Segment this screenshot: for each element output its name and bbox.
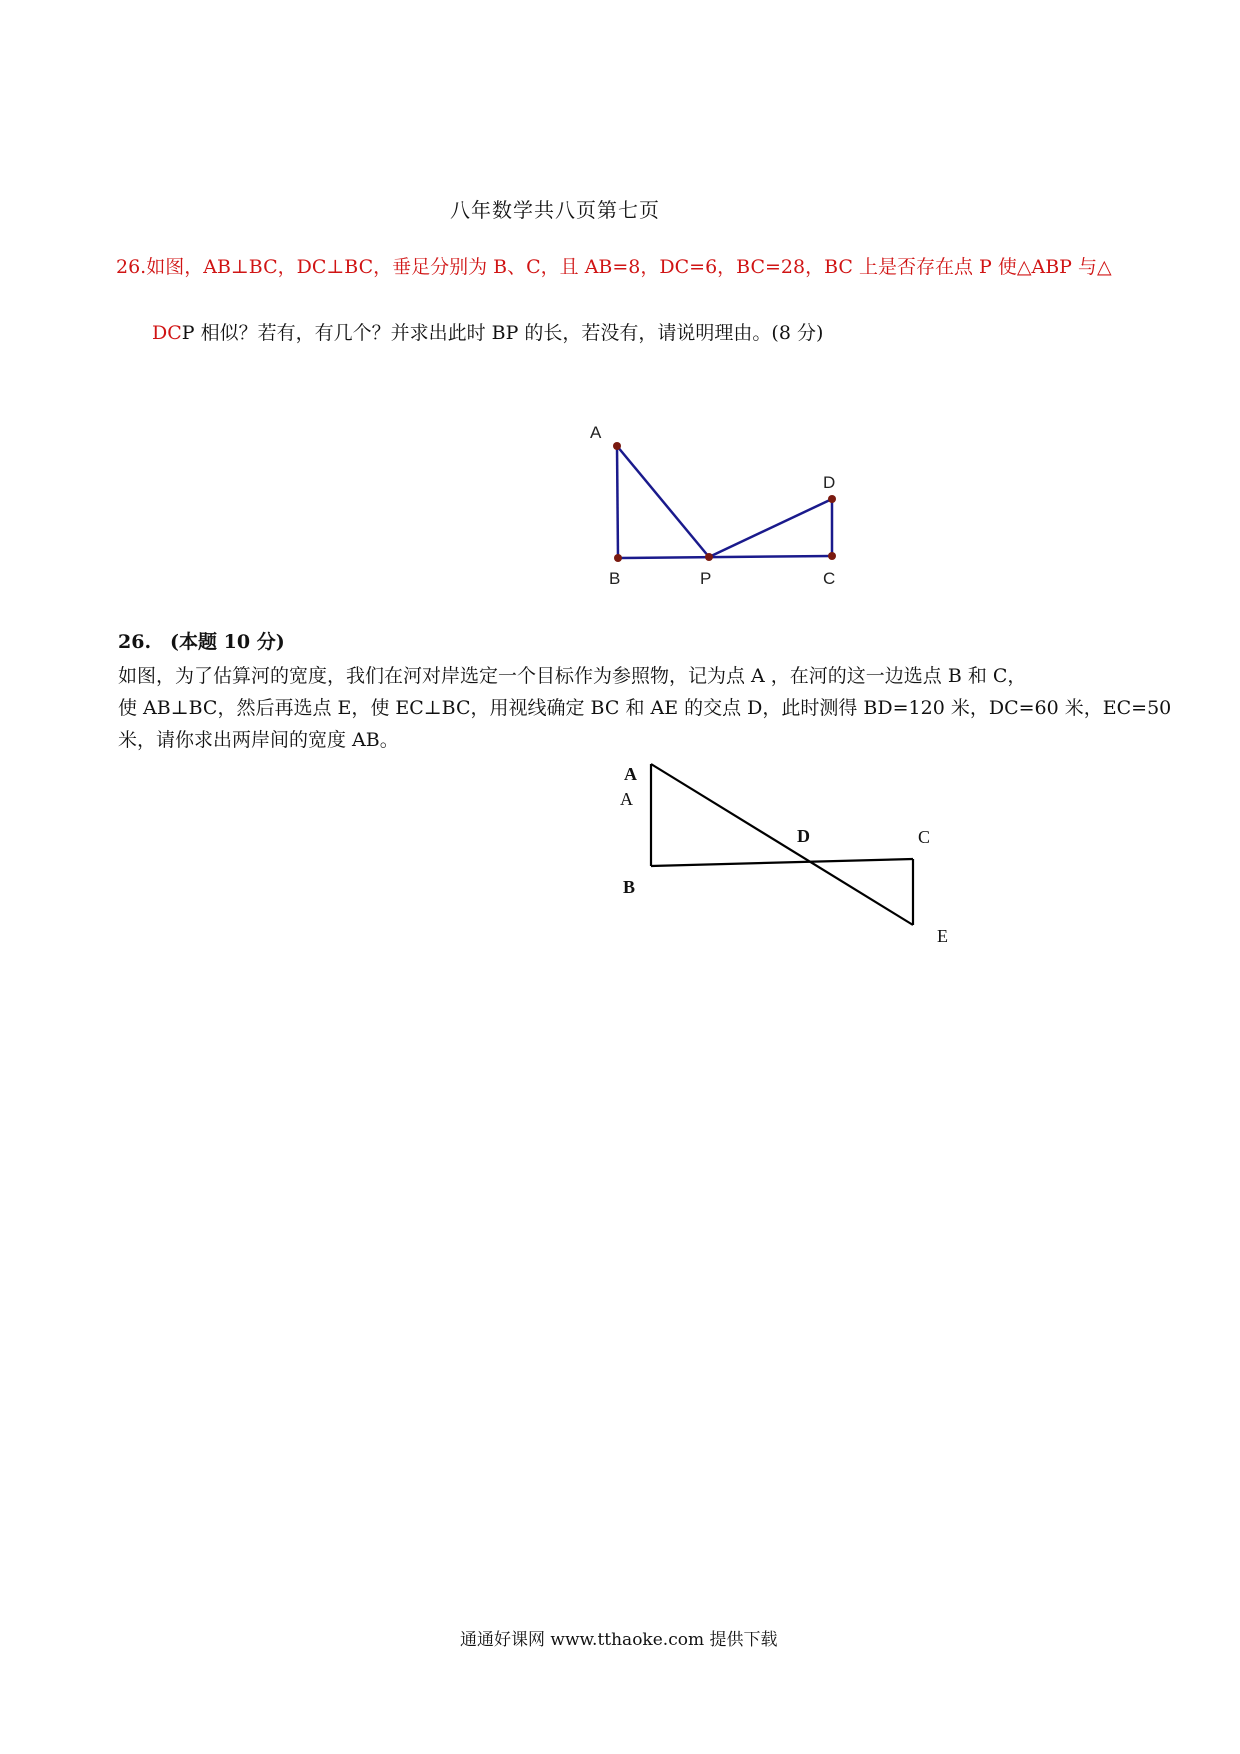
- label-e: E: [937, 926, 948, 946]
- page-header: 八年数学共八页第七页: [450, 198, 660, 222]
- label-a: A: [624, 764, 637, 784]
- label-b: B: [623, 877, 636, 897]
- question1-line2-rest: P 相似？若有，有几个？并求出此时 BP 的长，若没有，请说明理由。(8 分): [181, 322, 824, 344]
- label-p: P: [700, 569, 712, 588]
- question1-line2-red: DC: [152, 322, 182, 344]
- label-a-duplicate: A: [620, 789, 633, 809]
- label-c: C: [823, 569, 836, 588]
- question2-line: 使 AB⊥BC，然后再选点 E，使 EC⊥BC，用视线确定 BC 和 AE 的交点 D，此时测得 BD=120 米，DC=60 米，EC=50: [118, 697, 1172, 719]
- label-b: B: [609, 569, 621, 588]
- question2-title: 26. (本题 10 分): [118, 631, 285, 653]
- page-footer: 通通好课网 www.tthaoke.com 提供下载: [460, 1630, 778, 1650]
- label-c: C: [918, 827, 931, 847]
- question2-line: 如图，为了估算河的宽度，我们在河对岸选定一个目标作为参照物，记为点 A ，在河的这一边选点 B 和 C，: [118, 665, 1027, 687]
- label-d: D: [823, 473, 836, 492]
- segment-ae: [651, 764, 913, 925]
- segment-bc: [651, 859, 913, 866]
- question1-line1: 26.如图，AB⊥BC，DC⊥BC，垂足分别为 B、C，且 AB=8，DC=6，BC=28，BC 上是否存在点 P 使△ABP 与△: [116, 256, 1112, 278]
- label-d: D: [797, 826, 810, 846]
- label-a: A: [590, 423, 602, 442]
- question2-line: 米，请你求出两岸间的宽度 AB。: [118, 729, 399, 751]
